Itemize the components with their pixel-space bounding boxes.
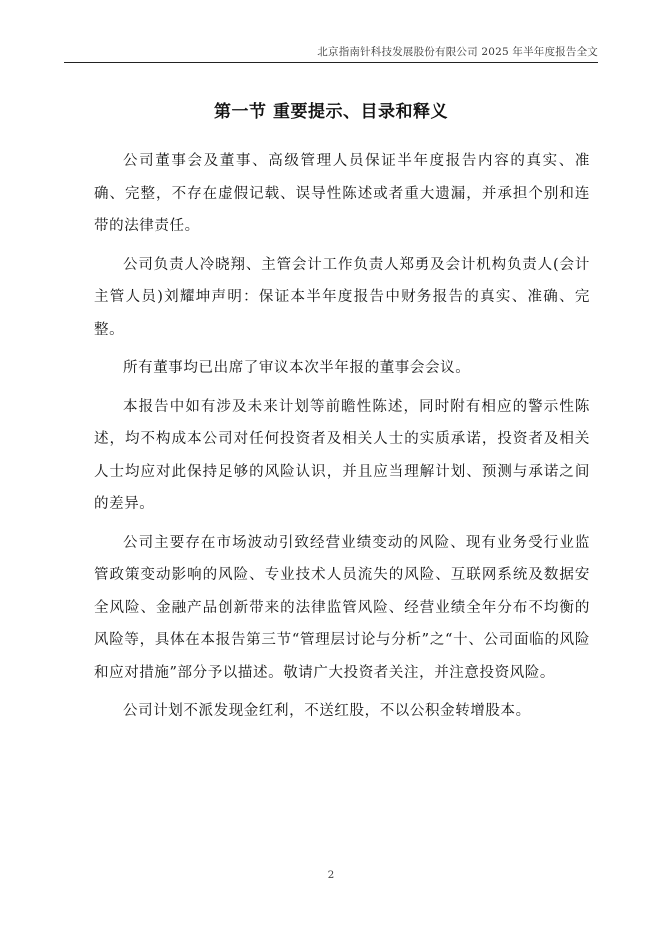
running-header: 北京指南针科技发展股份有限公司 2025 年半年度报告全文 [317,46,598,58]
paragraph-responsible-persons: 公司负责人冷晓翔、主管会计工作负责人郑勇及会计机构负责人(会计主管人员)刘耀坤声明：保证本半年度报告中财务报告的真实、准确、完整。 [94,256,590,338]
section-title: 第一节 重要提示、目录和释义 [214,102,448,122]
paragraph-forward-looking: 本报告中如有涉及未来计划等前瞻性陈述，同时附有相应的警示性陈述，均不构成本公司对任何投资者及相关人士的实质承诺，投资者及相关人士均应对此保持足够的风险认识，并且应当理解计划、预测与承诺之间的差异。 [94,398,590,512]
paragraph-board-attendance: 所有董事均已出席了审议本次半年报的董事会会议。 [123,360,471,376]
page-number: 2 [327,869,335,881]
paragraph-risk-factors: 公司主要存在市场波动引致经营业绩变动的风险、现有业务受行业监管政策变动影响的风险、专业技术人员流失的风险、互联网系统及数据安全风险、金融产品创新带来的法律监管风险、经营业绩全年分布不均衡的风险等，具体在本报告第三节“管理层讨论与分析”之“十、公司面临的风险和应对措施”部分予以描述。敬请广大投资者关注，并注意投资风险。 [94,534,590,681]
paragraph-board-guarantee: 公司董事会及董事、高级管理人员保证半年度报告内容的真实、准确、完整，不存在虚假记载、误导性陈述或者重大遗漏，并承担个别和连带的法律责任。 [94,153,590,234]
body-text [94,145,590,734]
paragraph-dividend-plan: 公司计划不派发现金红利，不送红股，不以公积金转增股本。 [123,703,531,719]
header-divider [64,62,598,63]
